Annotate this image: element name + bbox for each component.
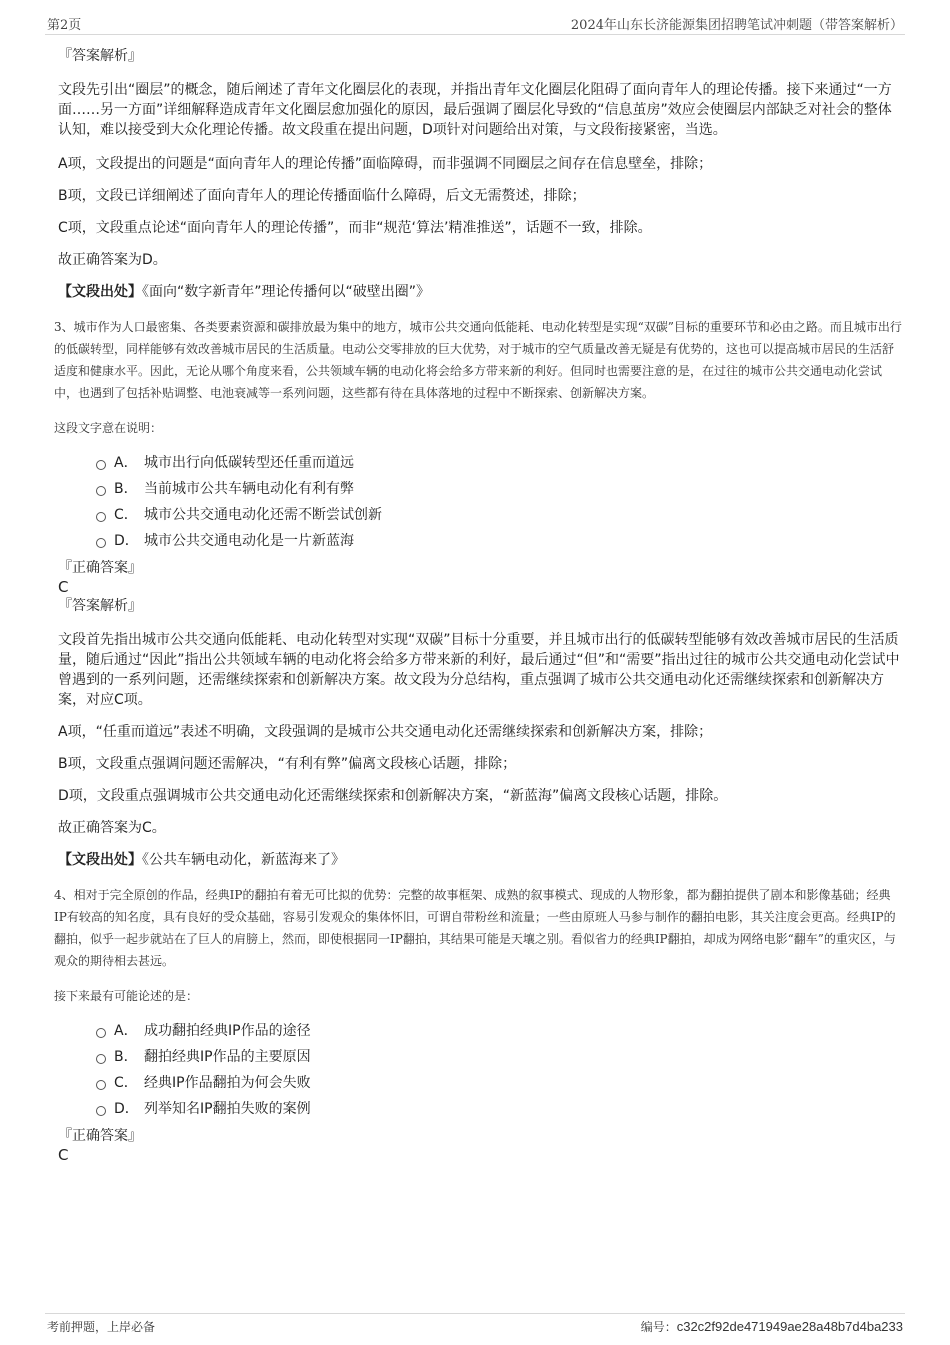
page-header [45, 14, 905, 35]
source-line [58, 282, 903, 302]
analysis-paragraph: 文段先引出“圈层”的概念，随后阐述了青年文化圈层化的表现，并指出青年文化圈层化阻碍了面向青年人的理论传播。接下来通过“一方面……另一方面”详细解释造成青年文化圈层愈加强化的原因，最后强调了圈层化导致的“信息茧房”效应会使圈层内部缺乏对社会的整体认知，难以接受到大众化理论传播。故文段重在提出问题，D项针对问题给出对策，与文段衔接紧密，当选。 [58, 82, 892, 138]
question-4-answer: C [58, 1146, 69, 1164]
page-content [54, 44, 903, 1164]
question-4-option-b[interactable]: B． 翻拍经典IP作品的主要原因 [96, 1044, 903, 1070]
question-3-option-d[interactable]: D． 城市公共交通电动化是一片新蓝海 [96, 528, 903, 554]
question-3-prompt: 这段文字意在说明： [54, 421, 163, 435]
question-4-text: 4、相对于完全原创的作品，经典IP的翻拍有着无可比拟的优势：完整的故事框架、成熟的叙事模式、现成的人物形象，都为翻拍提供了剧本和影像基础；经典IP有较高的知名度，具有良好的受众基础，容易引发观众的集体怀旧，可谓自带粉丝和流量；一些由原班人马参与制作的翻拍电影，其关注度会更高。经典IP的翻拍，似乎一起步就站在了巨人的肩膀上，然而，即使根据同一IP翻拍，其结果可能是天壤之别。看似省力的经典IP翻拍，却成为网络电影“翻车”的重灾区，与观众的期待相去甚远。 [54, 888, 896, 968]
question-3-option-a-note: A项，“任重而道远”表述不明确，文段强调的是城市公共交通电动化还需继续探索和创新解决方案，排除； [58, 724, 713, 740]
option-b-note: B项，文段已详细阐述了面向青年人的理论传播面临什么障碍，后文无需赘述，排除； [58, 188, 586, 204]
question-3-text: 3、城市作为人口最密集、各类要素资源和碳排放最为集中的地方，城市公共交通向低能耗、电动化转型是实现“双碳”目标的重要环节和必由之路。而且城市出行的低碳转型，同样能够有效改善城市居民的生活质量。电动公交零排放的巨大优势，对于城市的空气质量改善无疑是有优势的，这也可以提高城市居民的生活舒适度和健康水平。因此，无论从哪个角度来看，公共领域车辆的电动化将会给多方带来新的利好。但同时也需要注意的是，在过往的城市公共交通电动化尝试中，也遇到了包括补贴调整、电池衰减等一系列问题，这些都有待在具体落地的过程中不断探索、创新解决方案。 [54, 320, 902, 400]
question-3-option-c[interactable]: C． 城市公共交通电动化还需不断尝试创新 [96, 502, 903, 528]
radio-icon[interactable] [96, 1106, 106, 1116]
question-3-source-title: 《公共车辆电动化，新蓝海来了》 [142, 852, 345, 868]
code-value: c32c2f92de471949ae28a48b7d4ba233 [676, 1319, 903, 1334]
page-footer [45, 1313, 905, 1336]
page-number: 第2页 [47, 18, 82, 33]
question-4-answer-heading: 『正确答案』 [58, 1128, 142, 1144]
question-3-option-a[interactable]: A． 城市出行向低碳转型还任重而道远 [96, 450, 903, 476]
question-4-option-a[interactable]: A． 成功翻拍经典IP作品的途径 [96, 1018, 903, 1044]
option-a-note: A项，文段提出的问题是“面向青年人的理论传播”面临障碍，而非强调不同圈层之间存在信息壁垒，排除； [58, 156, 713, 172]
question-3-option-b[interactable]: B． 当前城市公共车辆电动化有利有弊 [96, 476, 903, 502]
document-title: 2024年山东长济能源集团招聘笔试冲刺题（带答案解析） [570, 18, 903, 33]
radio-icon[interactable] [96, 486, 106, 496]
question-3-conclusion: 故正确答案为C。 [58, 820, 166, 836]
code-label: 编号： [640, 1320, 677, 1334]
option-c-note: C项，文段重点论述“面向青年人的理论传播”，而非“规范‘算法’精准推送”，话题不一致，排除。 [58, 220, 652, 236]
conclusion: 故正确答案为D。 [58, 252, 167, 268]
question-3-answer: C [58, 578, 69, 596]
question-4-option-c[interactable]: C． 经典IP作品翻拍为何会失败 [96, 1070, 903, 1096]
source-label: 【文段出处】 [58, 284, 142, 300]
question-3-source-label: 【文段出处】 [58, 852, 142, 868]
radio-icon[interactable] [96, 1054, 106, 1064]
source-title: 《面向“数字新青年”理论传播何以“破壁出圈”》 [142, 284, 431, 300]
radio-icon[interactable] [96, 512, 106, 522]
question-4-option-d[interactable]: D． 列举知名IP翻拍失败的案例 [96, 1096, 903, 1122]
question-4-prompt: 接下来最有可能论述的是： [54, 989, 199, 1003]
question-3-analysis-heading: 『答案解析』 [58, 598, 142, 614]
footer-slogan: 考前押题，上岸必备 [47, 1320, 156, 1334]
analysis-heading: 『答案解析』 [58, 48, 142, 64]
question-3-options [96, 450, 903, 554]
radio-icon[interactable] [96, 1028, 106, 1038]
question-3-answer-heading: 『正确答案』 [58, 560, 142, 576]
question-3-option-d-note: D项，文段重点强调城市公共交通电动化还需继续探索和创新解决方案，“新蓝海”偏离文段核心话题，排除。 [58, 788, 728, 804]
document-code [641, 1318, 903, 1335]
question-3-analysis-paragraph: 文段首先指出城市公共交通向低能耗、电动化转型对实现“双碳”目标十分重要，并且城市出行的低碳转型能够有效改善城市居民的生活质量，随后通过“因此”指出公共领域车辆的电动化将会给多方带来新的利好，最后通过“但”和“需要”指出过往的城市公共交通电动化尝试中曾遇到的一系列问题，还需继续探索和创新解决方案。故文段为分总结构，重点强调了城市公共交通电动化还需继续探索和创新解决方案，对应C项。 [58, 632, 900, 708]
radio-icon[interactable] [96, 460, 106, 470]
radio-icon[interactable] [96, 538, 106, 548]
question-3-option-b-note: B项，文段重点强调问题还需解决，“有利有弊”偏离文段核心话题，排除； [58, 756, 517, 772]
question-4-options [96, 1018, 903, 1122]
question-3-source-line [58, 850, 903, 870]
radio-icon[interactable] [96, 1080, 106, 1090]
